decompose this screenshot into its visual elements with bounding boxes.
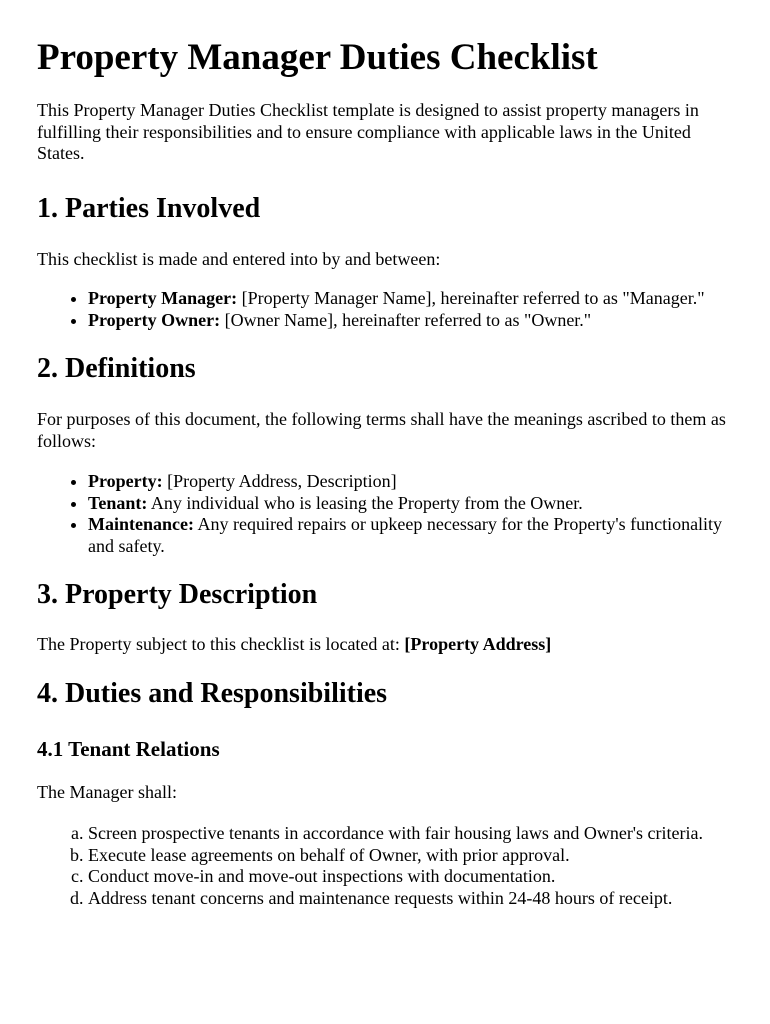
section-heading-duties: 4. Duties and Responsibilities: [37, 677, 388, 709]
section-heading-definitions: 2. Definitions: [37, 353, 196, 384]
list-item: [88, 288, 730, 310]
tenant-duties-list: [37, 823, 730, 909]
term-label: Property Owner:: [88, 309, 221, 330]
term-description: Any required repairs or upkeep necessary for the Property's functionality and safety.: [88, 514, 723, 556]
definitions-list: [37, 471, 730, 557]
property-location-label: The Property subject to this checklist is located at:: [37, 634, 405, 654]
intro-paragraph: This Property Manager Duties Checklist template is designed to assist property managers in fulfilling their responsibilities and to ensure compliance with applicable laws in the United States.: [37, 100, 699, 163]
list-item: c. Conduct move-in and move-out inspections with documentation.: [88, 866, 730, 888]
parties-list: [37, 288, 730, 331]
list-item: [88, 493, 730, 515]
list-item: a. Screen prospective tenants in accordance with fair housing laws and Owner's criteria.: [88, 823, 730, 845]
section-heading-property-description: 3. Property Description: [37, 579, 318, 610]
property-address-placeholder: [Property Address]: [404, 634, 552, 654]
definitions-intro-text: For purposes of this document, the following terms shall have the meanings ascribed to them as follows:: [37, 409, 726, 451]
term-label: Maintenance:: [88, 514, 194, 534]
list-item: [88, 310, 730, 332]
term-label: Property Manager:: [88, 288, 238, 308]
term-description: [Property Address, Description]: [162, 471, 397, 491]
term-label: Tenant:: [88, 492, 148, 513]
term-description: Any individual who is leasing the Property from the Owner.: [147, 492, 583, 513]
term-description: [Owner Name], hereinafter referred to as "Owner.": [220, 309, 592, 330]
subsection-heading-tenant-relations: 4.1 Tenant Relations: [37, 736, 220, 761]
property-location-text: [37, 634, 730, 656]
tenant-relations-intro: The Manager shall:: [37, 781, 177, 802]
list-item: d. Address tenant concerns and maintenance requests within 24-48 hours of receipt.: [88, 888, 730, 910]
section-heading-parties: 1. Parties Involved: [37, 192, 261, 224]
document-title: Property Manager Duties Checklist: [37, 37, 598, 78]
term-label: Property:: [88, 471, 163, 491]
list-item: [88, 471, 730, 493]
list-item: [88, 514, 730, 557]
list-item: b. Execute lease agreements on behalf of Owner, with prior approval.: [88, 845, 730, 867]
term-description: [Property Manager Name], hereinafter referred to as "Manager.": [237, 288, 705, 308]
parties-intro-text: This checklist is made and entered into by and between:: [37, 248, 441, 269]
